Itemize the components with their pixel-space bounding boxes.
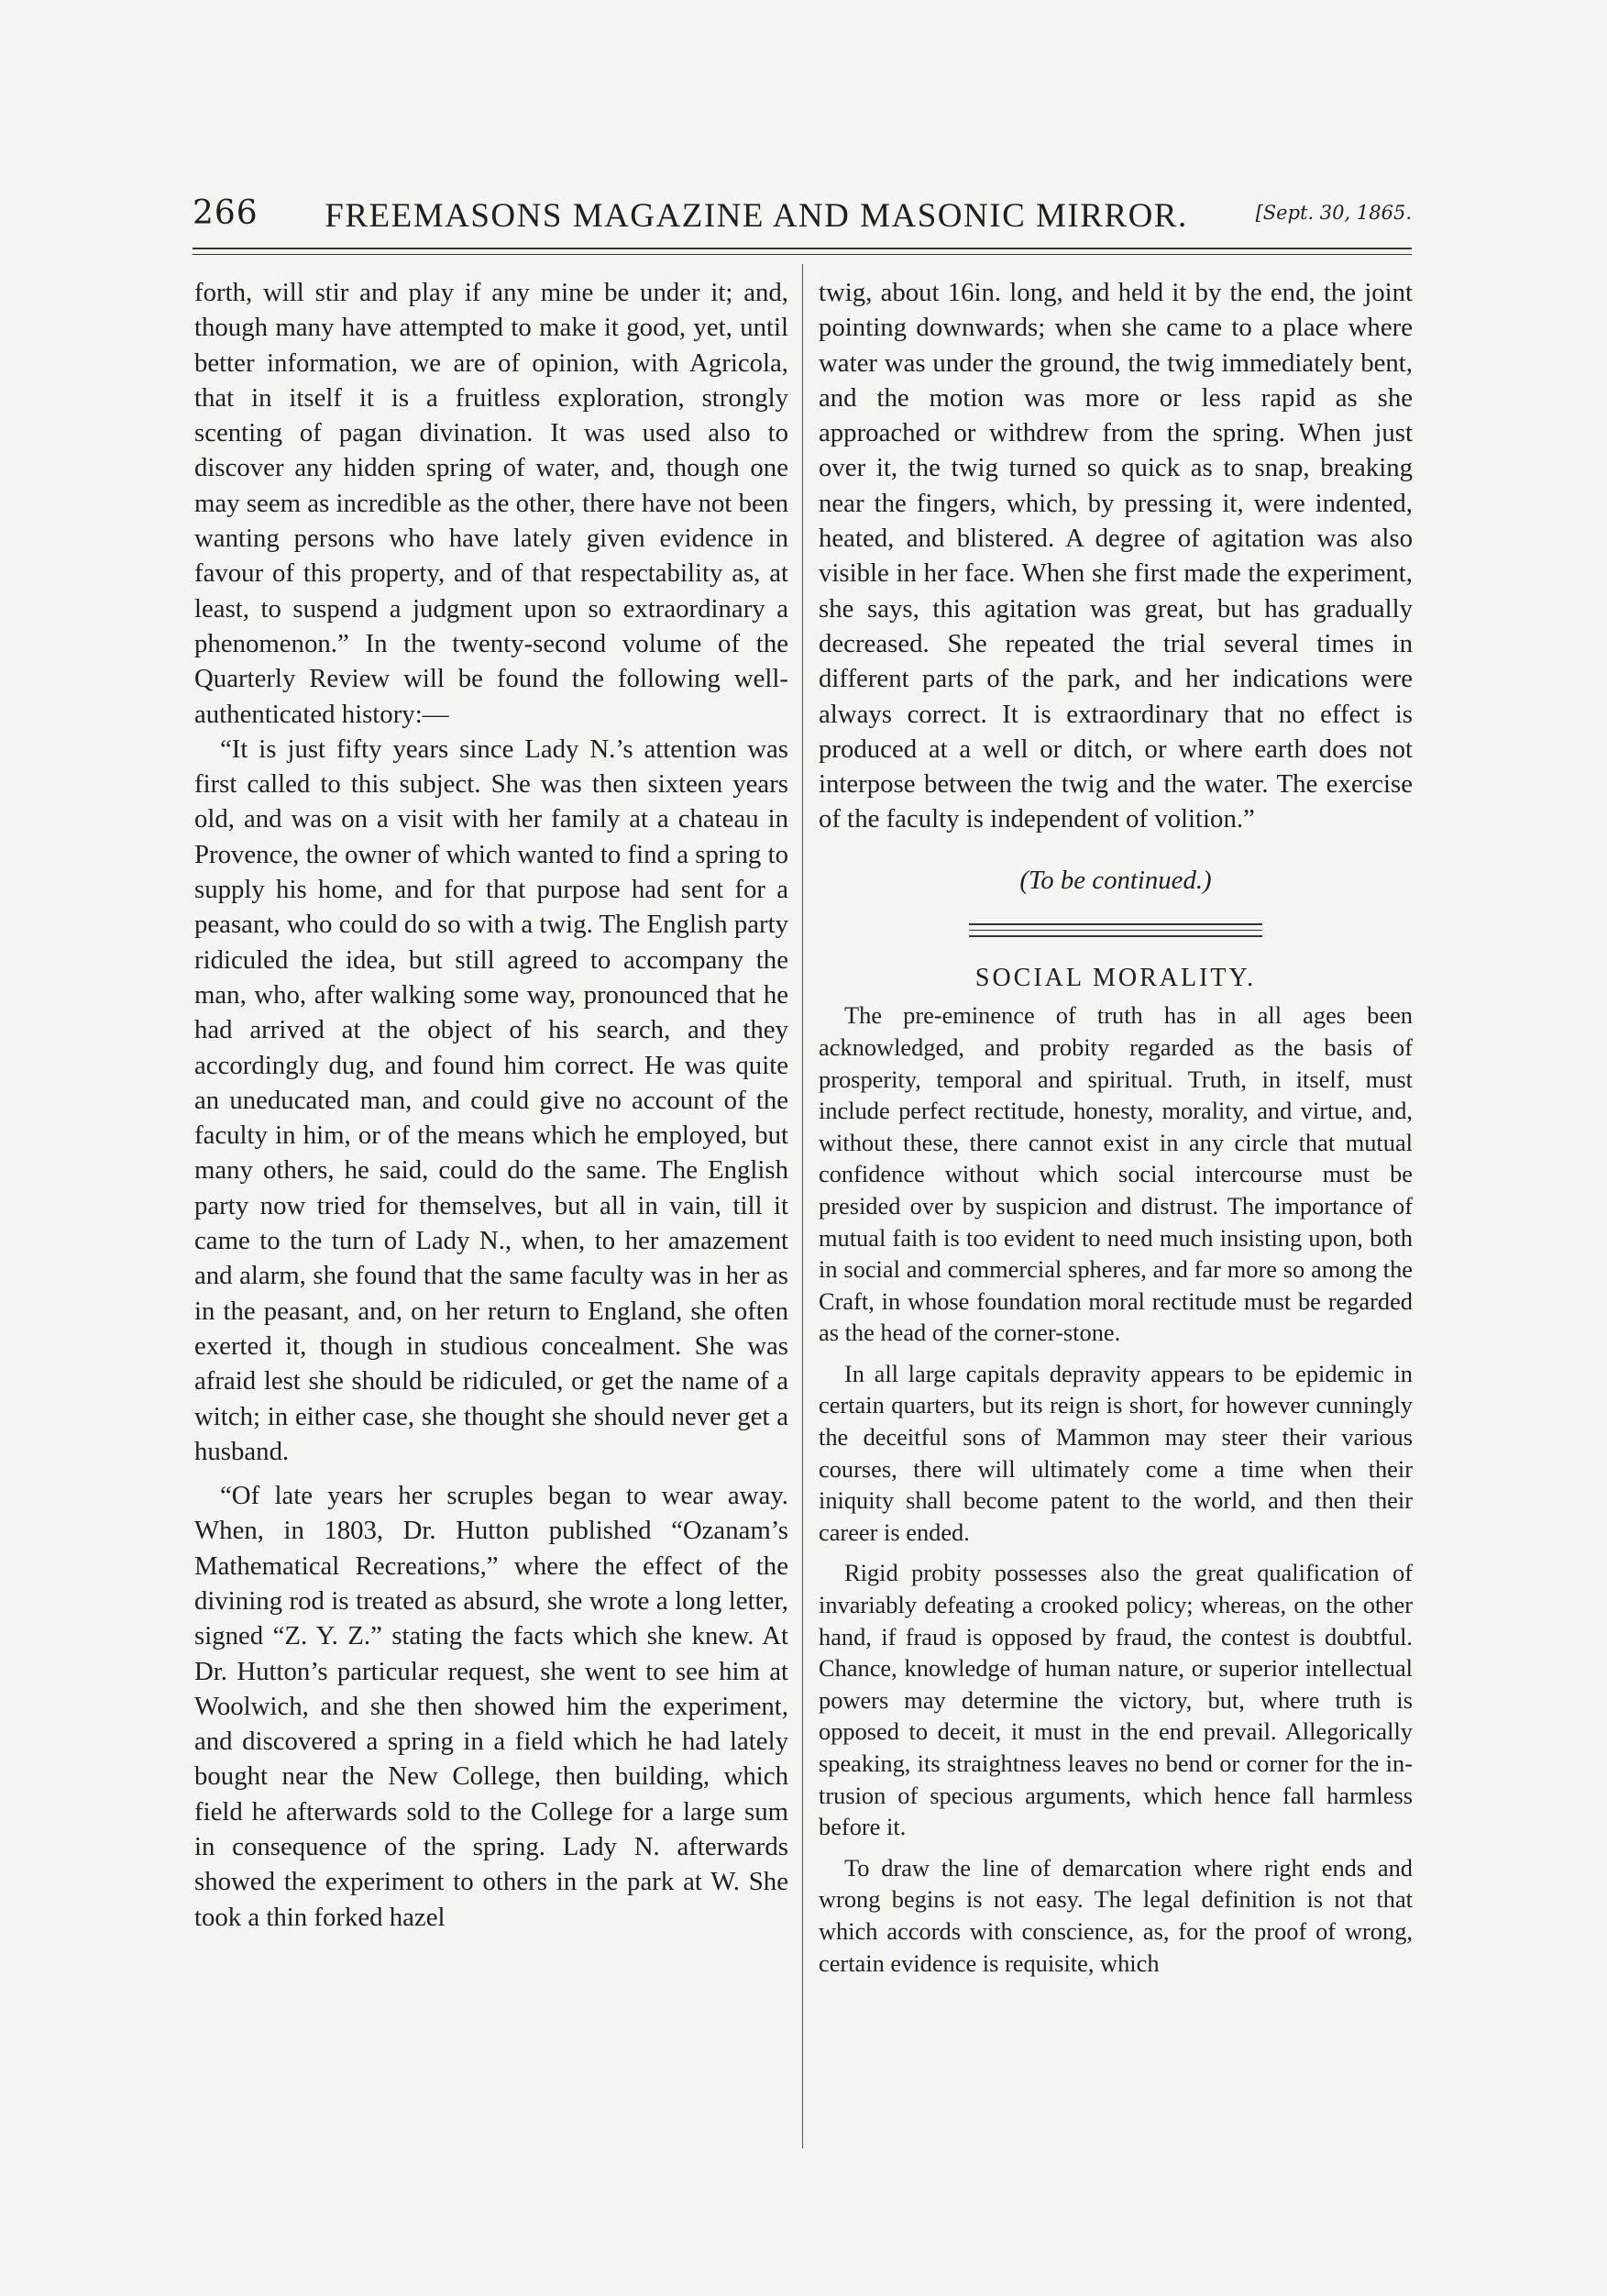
paragraph: forth, will stir and play if any mine be under it; and, though many have attempted to make it good, yet, until better information, we are of opinion, with Agricola, that in itself it is a fruitless exploration, strongly scenting of pagan divination. It was used also to discover any hidden spring of water, and, though one may seem as incredible as the other, there have not been wanting persons who have lately given evidence in favour of this property, and of that respectability as, at least, to suspend a judgment upon so extraordinary a phenomenon.” In the twenty-second volume of the Quarterly Review will be found the following well-authenticated history:— [194, 278, 788, 729]
section-title: SOCIAL MORALITY. [974, 964, 1257, 993]
paragraph: “It is just fifty years since Lady N.’s attention was first called to this subject. She was then sixteen years old, and was on a visit with her family at a chateau in Provence, the owner of which wanted to find a spring to supply his home, and for that purpose had sent for a peasant, who could do so with a twig. The English party ridiculed the idea, but still agreed to accompany the man, who, after walking some way, pronounced that he had arrived at the object of his search, and they accordingly dug, and found him correct. He was quite an uneducated man, and could give no account of the faculty in him, or of the means which he employed, but many others, he said, could do the same. The English party now tried for themselves, but all in vain, till it came to the turn of Lady N., when, to her amazement and alarm, she found that the same faculty was in her as in the peasant, and, on her return to England, she often exerted it, though in studious concealment. She was afraid lest she should be ridiculed, or get the name of a witch; in either case, she thought she should never get a husband. [194, 734, 788, 1466]
page-number: 266 [193, 194, 259, 232]
page-header [193, 191, 1412, 246]
paragraph: “Of late years her scruples began to wear away. When, in 1803, Dr. Hutton published “Ozanam’s Mathematical Recreations,” where the effect of the divining rod is treated as absurd, she wrote a long letter, signed “Z. Y. Z.” stating the facts which she knew. At Dr. Hutton’s particular request, she went to see him at Woolwich, and she then showed him the experiment, and discovered a spring in a field which he had lately bought near the New College, then building, which field he afterwards sold to the College for a large sum in consequence of the spring. Lady N. afterwards showed the experiment to others in the park at W. She took a thin forked hazel [194, 1481, 788, 1932]
section-divider [969, 923, 1262, 937]
paragraph: In all large capitals depravity appears to be epidemic in certain quarters, but its reign is short, for however cunningly the deceitful sons of Mammon may steer their various courses, there will ultimately come a time when their iniquity shall become patent to the world, and then their career is ended. [819, 1359, 1413, 1546]
header-rule [193, 248, 1412, 255]
column-divider [802, 264, 803, 2148]
paragraph: The pre-eminence of truth has in all ages been acknowledged, and probity regarded as the basis of prosperity, temporal and spiritual. Truth, in itself, must include perfect rectitude, honesty, morality, and virtue, and, without these, there cannot exist in any circle that mutual confidence without which social intercourse must be presided over by suspicion and distrust. The importance of mutual faith is too evident to need much insisting upon, both in social and commercial spheres, and far more so among the Craft, in whose foundation moral rectitude must be regarded as the head of the corner-stone. [819, 1001, 1413, 1347]
to-be-continued: (To be continued.) [1019, 865, 1212, 895]
continued-paragraph: twig, about 16in. long, and held it by the end, the joint pointing downwards; when she came to a place where water was under the ground, the twig immediately bent, and the motion was more or less rapid as she approached or withdrew from the spring. When just over it, the twig turned so quick as to snap, breaking near the fingers, which, by pressing it, were indented, heated, and blistered. A degree of agitation was also visible in her face. When she first made the experiment, she says, this agitation was great, but has gradually decreased. She repeated the trial several times in different parts of the park, and her indications were always correct. It is extraordinary that no effect is produced at a well or ditch, or where earth does not interpose between the twig and the water. The exercise of the faculty is independent of volition.” [819, 278, 1413, 834]
right-column [819, 275, 1413, 1979]
issue-date: [Sept. 30, 1865. [1255, 202, 1412, 224]
running-title: FREEMASONS MAGAZINE AND MASONIC MIRROR. [325, 197, 1188, 235]
paragraph: Rigid probity possesses also the great qualification of invariably defeating a crooked policy; whereas, on the other hand, if fraud is opposed by fraud, the contest is doubtful. Chance, knowledge of human nature, or superior intellectual powers may determine the victory, but, where truth is opposed to deceit, it must in the end prevail. Allegorically speaking, its straightness leaves no bend or corner for the intrusion of specious arguments, which hence fall harmless before it. [819, 1559, 1413, 1841]
left-column [194, 275, 788, 1935]
paragraph: To draw the line of demarcation where right ends and wrong begins is not easy. The legal definition is not that which accords with conscience, as, for the proof of wrong, certain evidence is requisite, which [819, 1853, 1413, 1977]
